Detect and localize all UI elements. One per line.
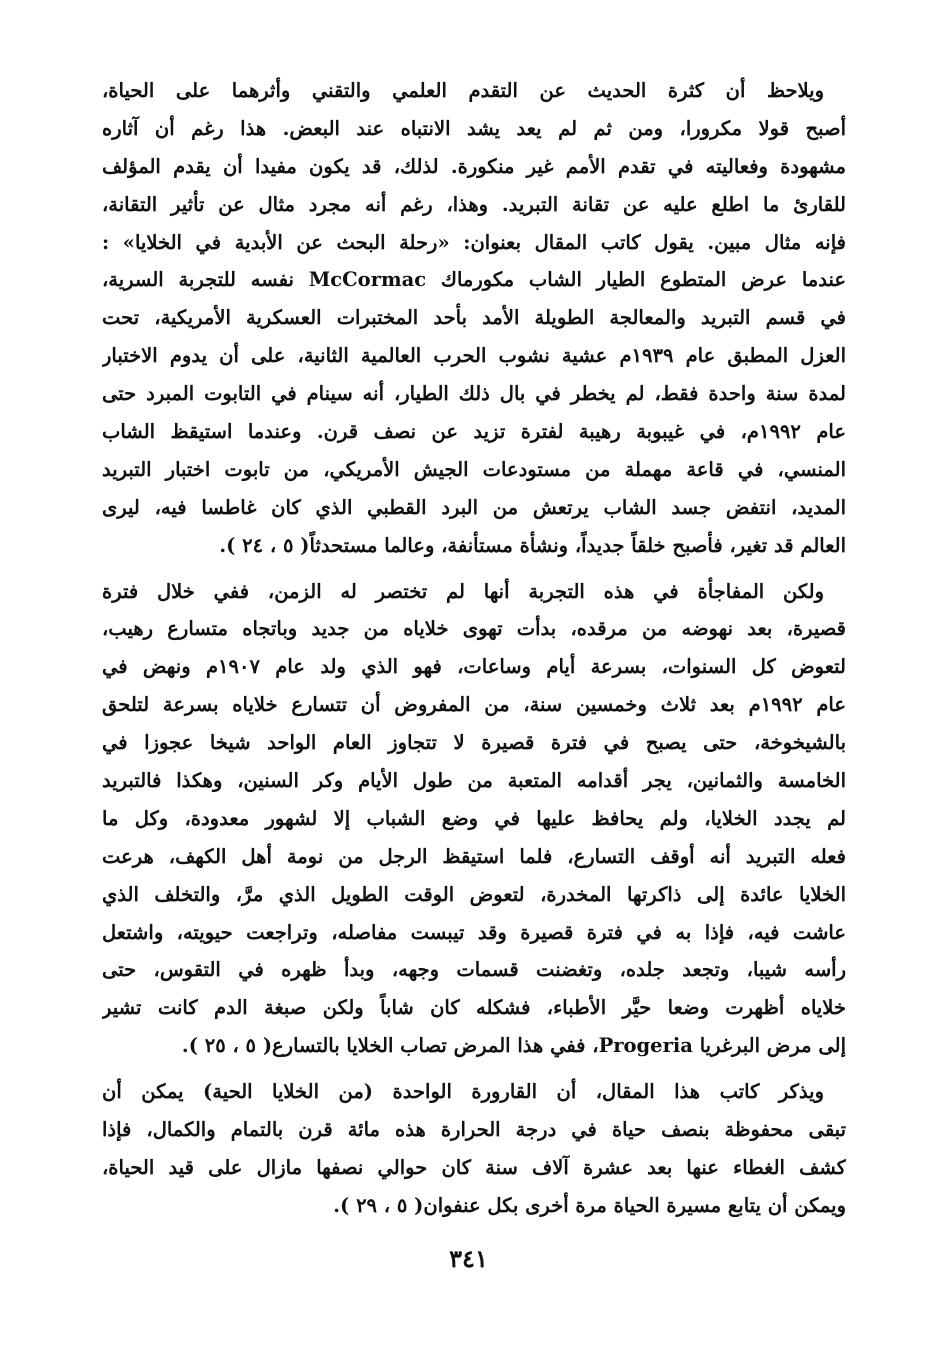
- paragraph-line: المنسي، في قاعة مهملة من مستودعات الجيش الأمريكي، من تابوت اختبار التبريد: [102, 457, 846, 481]
- paragraph-line: مشهودة وفعاليته في تقدم الأمم غير منكورة. لذلك، قد يكون مفيدا أن يقدم المؤلف: [102, 154, 846, 178]
- paragraph-line: عندما عرض المتطوع الطيار الشاب مكورماك McCormac نفسه للتجربة السرية،: [102, 268, 846, 292]
- paragraph-line: الخامسة والثمانين، يجر أقدامه المتعبة من طول الأيام وكر السنين، وهكذا فالتبريد: [102, 769, 846, 793]
- paragraph-line: العالم قد تغير، فأصبح خلقاً جديداً، ونشأة مستأنفة، وعالما مستحدثاً( ٥ ، ٢٤ ).: [219, 533, 846, 557]
- paragraph-line: خلاياه أظهرت وضعا حيَّر الأطباء، فشكله كان شاباً ولكن صبغة الدم كانت تشير: [102, 996, 846, 1020]
- paragraph-line: أصبح قولا مكرورا، ومن ثم لم يعد يشد الانتباه عند البعض. هذا رغم أن آثاره: [102, 116, 846, 140]
- paragraph-line: للقارئ ما اطلع عليه عن تقانة التبريد. وهذا، رغم أنه مجرد مثال عن تأثير التقانة،: [102, 192, 846, 216]
- paragraph-line: إلى مرض البرغريا Progeria، ففي هذا المرض تصاب الخلايا بالتسارع( ٥ ، ٢٥ ).: [181, 1034, 846, 1058]
- paragraph-line: ويلاحظ أن كثرة الحديث عن التقدم العلمي والتقني وأثرهما على الحياة،: [102, 79, 824, 102]
- paragraph-line: عام ١٩٩٢م بعد ثلاث وخمسين سنة، من المفروض أن تتسارع خلاياه بسرعة لتلحق: [102, 693, 846, 717]
- paragraph-line: كشف الغطاء عنها بعد عشرة آلاف سنة كان حوالي نصفها مازال على قيد الحياة،: [102, 1155, 846, 1179]
- paragraph-2: [102, 573, 846, 1066]
- page-number: ٣٤١: [449, 1244, 488, 1273]
- paragraph-line: ويمكن أن يتابع مسيرة الحياة مرة أخرى بكل عنفوان( ٥ ، ٢٩ ).: [333, 1193, 846, 1217]
- paragraph-line: رأسه شيبا، وتجعد جلده، وتغضنت قسمات وجهه، وبدأ ظهره في التقوس، حتى: [102, 958, 846, 982]
- paragraph-1: [102, 72, 846, 565]
- paragraph-line: عاشت فيه، فإذا به في فترة قصيرة وقد تيبست مفاصله، وتراجعت حيويته، واشتعل: [102, 920, 846, 944]
- paragraph-line: لتعوض كل السنوات، بسرعة أيام وساعات، فهو الذي ولد عام ١٩٠٧م ونهض في: [102, 655, 846, 679]
- paragraph-gap: [102, 565, 846, 573]
- paragraph-line: العزل المطبق عام ١٩٣٩م عشية نشوب الحرب العالمية الثانية، على أن يدوم الاختبار: [102, 344, 846, 368]
- paragraph-line: المديد، انتفض جسد الشاب يرتعش من البرد القطبي الذي كان غاطسا فيه، ليرى: [102, 495, 846, 519]
- paragraph-line: فإنه مثال مبين. يقول كاتب المقال بعنوان: «رحلة البحث عن الأبدية في الخلايا» :: [102, 230, 846, 254]
- paragraph-line: لم يجدد الخلايا، ولم يحافظ عليها في وضع الشباب إلا لشهور معدودة، وكل ما: [102, 806, 846, 830]
- paragraph-gap: [102, 1065, 846, 1073]
- paragraph-line: لمدة سنة واحدة فقط، لم يخطر في بال ذلك الطيار، أنه سينام في التابوت المبرد حتى: [102, 382, 846, 406]
- paragraph-line: قصيرة، بعد نهوضه من مرقده، بدأت تهوى خلاياه من جديد وباتجاه متسارع رهيب،: [102, 617, 846, 641]
- paragraph-3: [102, 1073, 846, 1225]
- paragraph-line: في قسم التبريد والمعالجة الطويلة الأمد بأحد المختبرات العسكرية الأمريكية، تحت: [102, 306, 846, 330]
- paragraph-line: ويذكر كاتب هذا المقال، أن القارورة الواحدة (من الخلايا الحية) يمكن أن: [102, 1080, 824, 1104]
- paragraph-line: الخلايا عائدة إلى ذاكرتها المخدرة، لتعوض الوقت الطويل الذي مرَّ، والتخلف الذي: [102, 882, 846, 906]
- page-body: [102, 72, 846, 1225]
- paragraph-line: ولكن المفاجأة في هذه التجربة أنها لم تختصر له الزمن، ففي خلال فترة: [102, 579, 824, 603]
- paragraph-line: تبقى محفوظة بنصف حياة في درجة الحرارة هذه مائة قرن بالتمام والكمال، فإذا: [102, 1118, 846, 1142]
- paragraph-line: عام ١٩٩٢م، في غيبوبة رهيبة لفترة تزيد عن نصف قرن. وعندما استيقظ الشاب: [102, 420, 846, 444]
- paragraph-line: فعله التبريد أنه أوقف التسارع، فلما استيقظ الرجل من نومة أهل الكهف، هرعت: [102, 844, 846, 868]
- paragraph-line: بالشيخوخة، حتى يصبح في فترة قصيرة لا تتجاوز العام الواحد شيخا عجوزا في: [102, 731, 846, 755]
